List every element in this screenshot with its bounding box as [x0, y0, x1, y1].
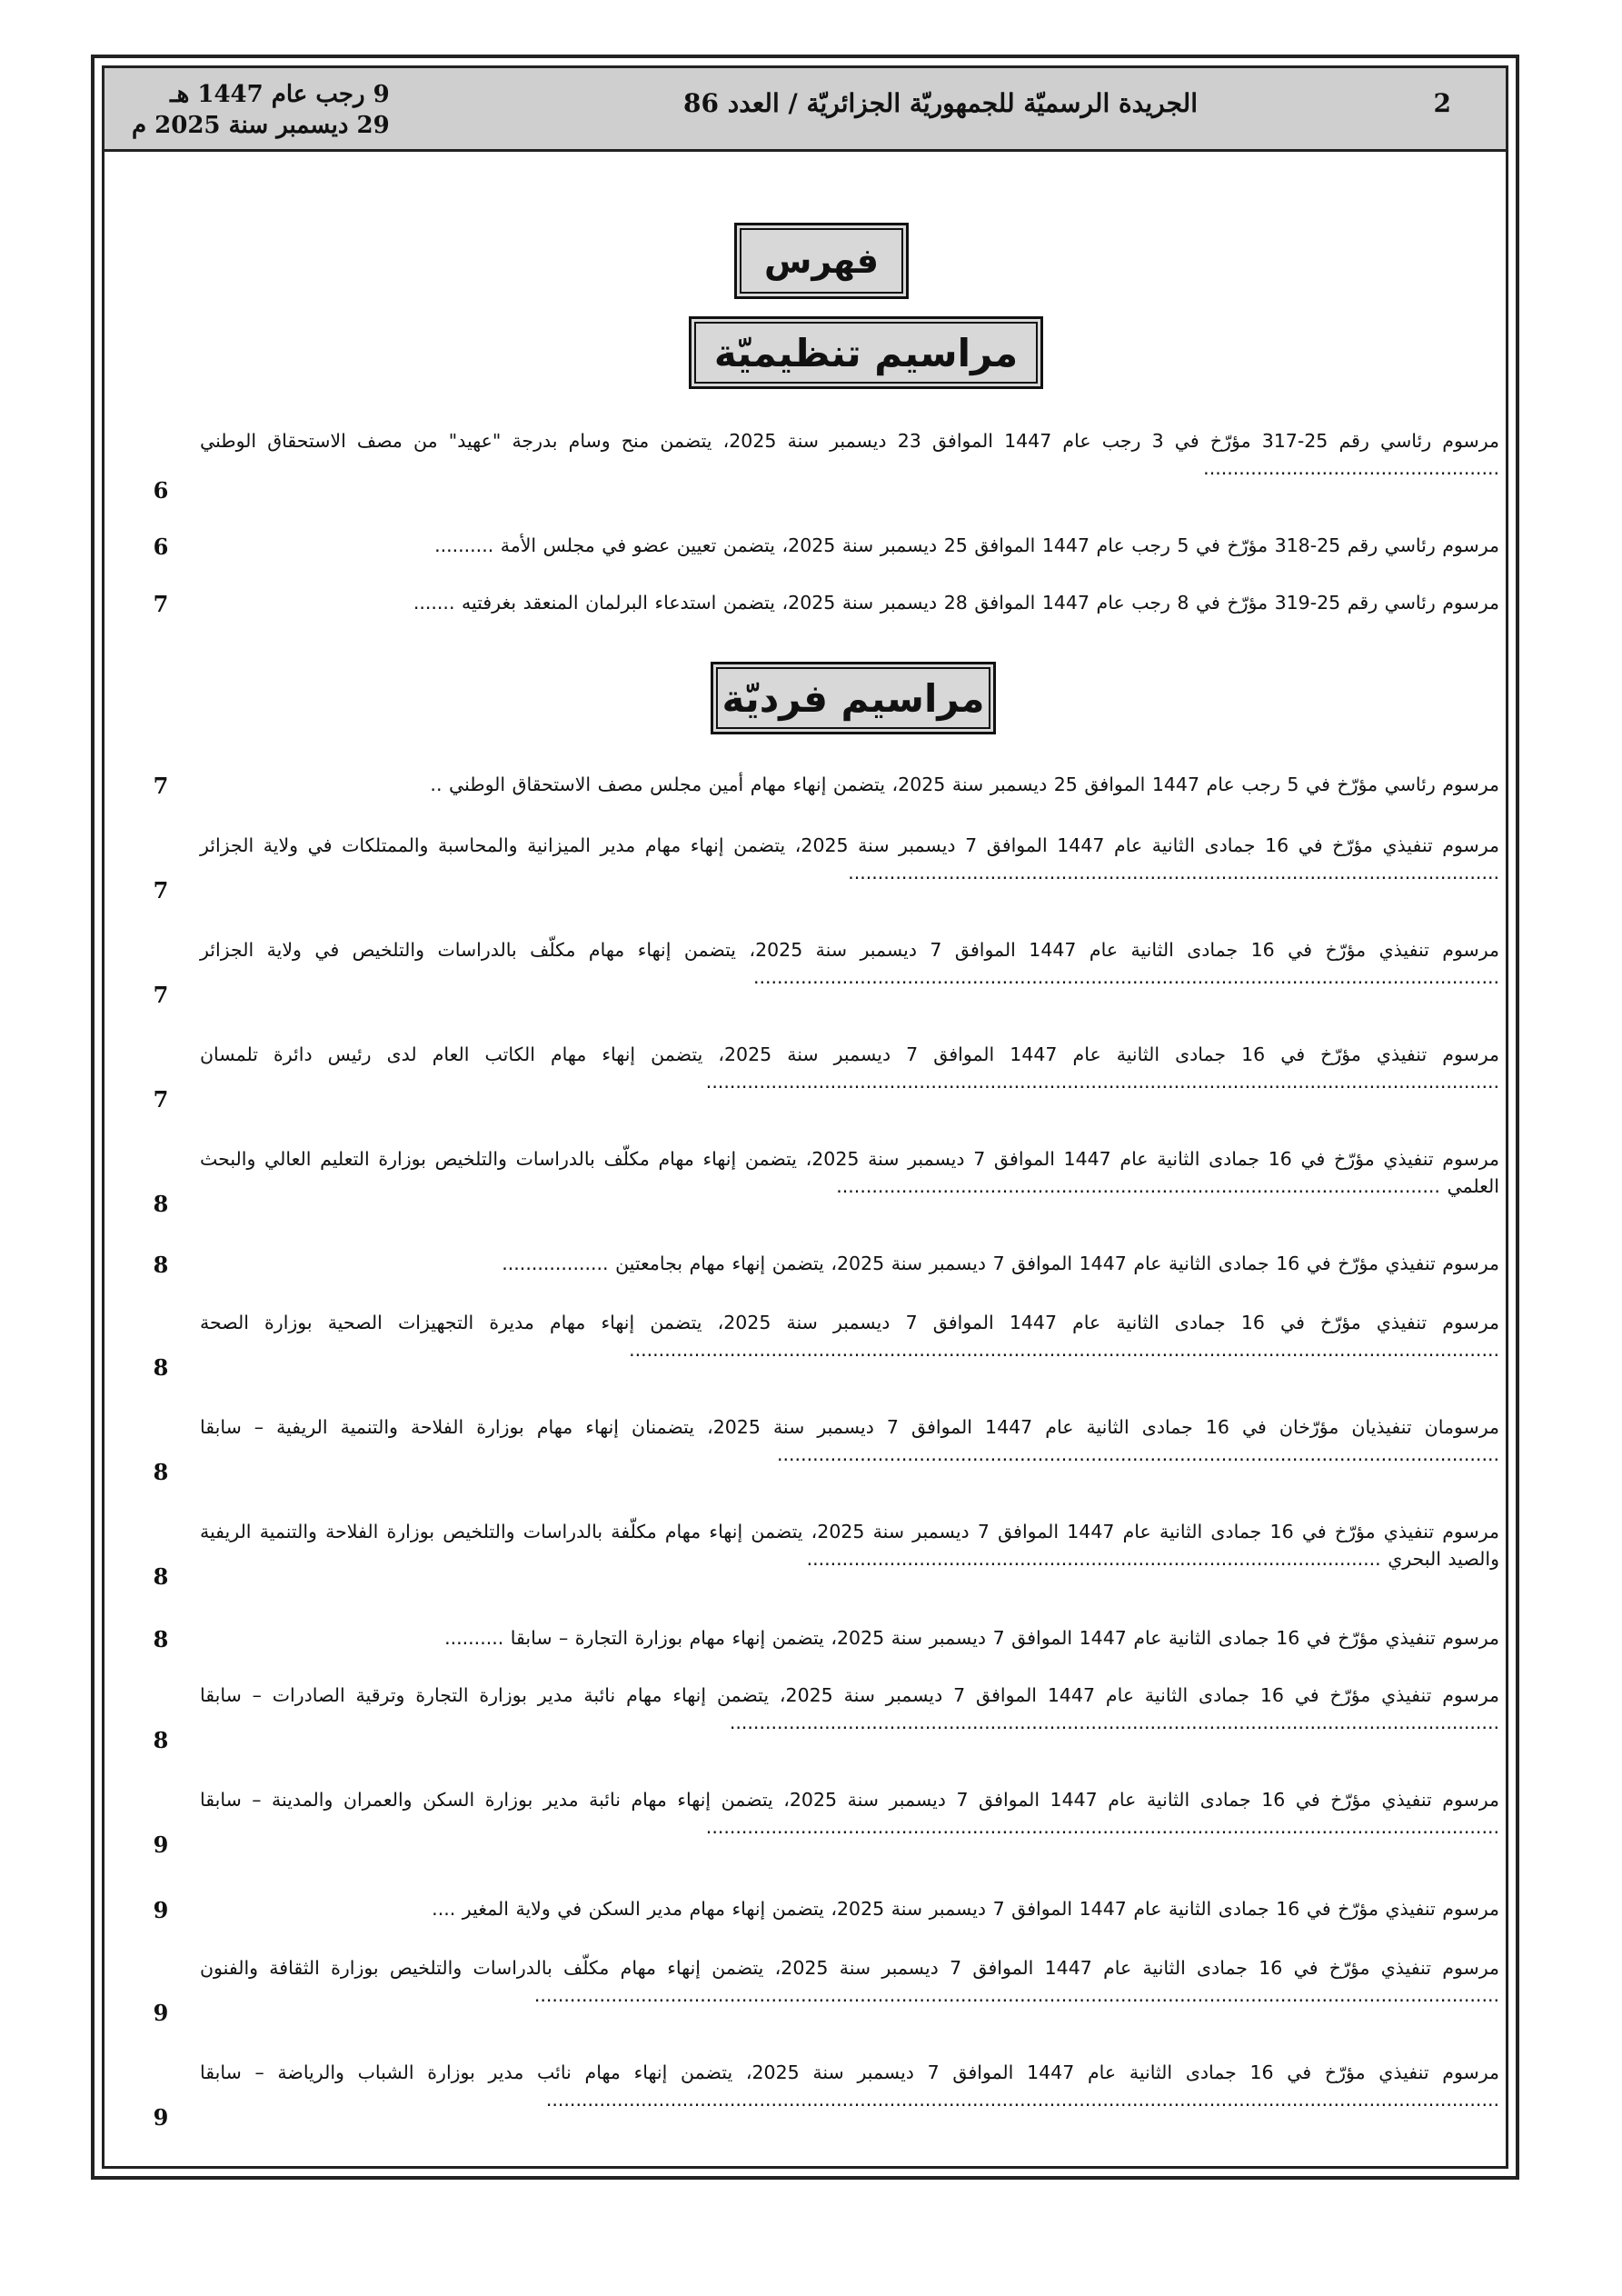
toc-entry[interactable] — [136, 936, 1499, 1009]
regulatory-decrees-title-box — [689, 316, 1043, 389]
toc-entry-page: 7 — [153, 773, 169, 799]
toc-entry[interactable] — [136, 532, 1499, 568]
toc-entry[interactable] — [136, 832, 1499, 904]
toc-entry-text: مرسوم تنفيذي مؤرّخ في 16 جمادى الثانية عام 1447 الموافق 7 ديسمبر سنة 2025، يتضمن إنهاء مهام مديرة التجهيزات الصحية بوزارة الصحة ................................................................................................................................................... — [200, 1312, 1500, 1361]
toc-entry-page: 7 — [153, 591, 169, 617]
toc-entry[interactable] — [136, 1518, 1499, 1591]
toc-entry-page: 8 — [153, 1354, 169, 1381]
header-gregorian-date: 29 ديسمبر سنة 2025 م — [132, 112, 390, 139]
header-page-number: 2 — [1433, 88, 1451, 118]
toc-entry[interactable] — [136, 1413, 1499, 1486]
toc-entry-text: مرسوم رئاسي رقم 25-318 مؤرّخ في 5 رجب عام 1447 الموافق 25 ديسمبر سنة 2025، يتضمن تعيين عضو في مجلس الأمة .......... — [434, 534, 1499, 556]
toc-entry-page: 8 — [153, 1626, 169, 1652]
toc-entry-text: مرسوم تنفيذي مؤرّخ في 16 جمادى الثانية عام 1447 الموافق 7 ديسمبر سنة 2025، يتضمن إنهاء مهام مدير الميزانية والمحاسبة والممتلكات في ولاية الجزائر .............................................................................................................. — [200, 834, 1500, 883]
toc-entry[interactable] — [136, 1041, 1499, 1113]
individual-decrees-title-box — [711, 662, 996, 734]
individual-decrees-title: مراسيم فرديّة — [721, 675, 985, 721]
toc-entry-text: مرسوم تنفيذي مؤرّخ في 16 جمادى الثانية عام 1447 الموافق 7 ديسمبر سنة 2025، يتضمن إنهاء مهام مكلّفة بالدراسات والتلخيص بوزارة الفلاحة والتنمية الريفية والصيد البحري ................................................................................................. — [200, 1521, 1499, 1570]
toc-entry[interactable] — [136, 1145, 1499, 1218]
toc-entry[interactable] — [136, 1786, 1499, 1859]
toc-entry-text: مرسوم رئاسي رقم 25-317 مؤرّخ في 3 رجب عام 1447 الموافق 23 ديسمبر سنة 2025، يتضمن منح وسام بدرجة "عهيد" من مصف الاستحقاق الوطني .................................................. — [200, 430, 1500, 479]
toc-entry-page: 7 — [153, 877, 169, 903]
toc-entry[interactable] — [136, 1250, 1499, 1286]
toc-entry-text: مرسوم تنفيذي مؤرّخ في 16 جمادى الثانية عام 1447 الموافق 7 ديسمبر سنة 2025، يتضمن إنهاء مهام الكاتب العام لدى رئيس دائرة تلمسان ...................................................................................................................................... — [200, 1043, 1499, 1093]
toc-entry-text: مرسوم تنفيذي مؤرّخ في 16 جمادى الثانية عام 1447 الموافق 7 ديسمبر سنة 2025، يتضمن إنهاء مهام نائبة مدير بوزارة التجارة وترقية الصادرات – سابقا .................................................................................................................................. — [200, 1684, 1499, 1733]
toc-entry-page: 8 — [153, 1191, 169, 1217]
header-title: الجريدة الرسميّة للجمهوريّة الجزائريّة / العدد 86 — [683, 88, 1198, 118]
toc-entry-page: 9 — [153, 1832, 169, 1858]
index-title: فهرس — [763, 241, 880, 281]
toc-entry-text: مرسوم رئاسي مؤرّخ في 5 رجب عام 1447 الموافق 25 ديسمبر سنة 2025، يتضمن إنهاء مهام أمين مجلس مصف الاستحقاق الوطني .. — [430, 774, 1499, 795]
toc-entry-text: مرسوم تنفيذي مؤرّخ في 16 جمادى الثانية عام 1447 الموافق 7 ديسمبر سنة 2025، يتضمن إنهاء مهام مكلّف بالدراسات والتلخيص بوزارة الثقافة والفنون ................................................................................................................................................................... — [200, 1957, 1499, 2006]
toc-entry-page: 8 — [153, 1727, 169, 1753]
toc-entry-text: مرسوم تنفيذي مؤرّخ في 16 جمادى الثانية عام 1447 الموافق 7 ديسمبر سنة 2025، يتضمن إنهاء مهام بوزارة التجارة – سابقا .......... — [444, 1627, 1499, 1649]
toc-entry-page: 8 — [153, 1563, 169, 1590]
toc-entry[interactable] — [136, 1624, 1499, 1661]
toc-entry-page: 9 — [153, 1897, 169, 1923]
toc-entry-text: مرسوم تنفيذي مؤرّخ في 16 جمادى الثانية عام 1447 الموافق 7 ديسمبر سنة 2025، يتضمن إنهاء مهام بجامعتين .................. — [502, 1253, 1499, 1274]
toc-entry-page: 7 — [153, 1086, 169, 1113]
toc-entry[interactable] — [136, 771, 1499, 807]
toc-entry[interactable] — [136, 1682, 1499, 1754]
toc-entry[interactable] — [136, 2059, 1499, 2131]
toc-entry-text: مرسوم رئاسي رقم 25-319 مؤرّخ في 8 رجب عام 1447 الموافق 28 ديسمبر سنة 2025، يتضمن استدعاء البرلمان المنعقد بغرفتيه ....... — [413, 592, 1499, 614]
toc-entry-page: 6 — [153, 534, 169, 560]
toc-entry[interactable] — [136, 1954, 1499, 2027]
toc-entry[interactable] — [136, 1895, 1499, 1932]
header-hijri-date: 9 رجب عام 1447 هـ — [169, 81, 390, 108]
toc-entry-text: مرسوم تنفيذي مؤرّخ في 16 جمادى الثانية عام 1447 الموافق 7 ديسمبر سنة 2025، يتضمن إنهاء مهام نائبة مدير بوزارة السكن والعمران والمدينة – سابقا ...................................................................................................................................... — [200, 1789, 1499, 1838]
toc-entry-page: 6 — [153, 477, 169, 504]
toc-entry-text: مرسوم تنفيذي مؤرّخ في 16 جمادى الثانية عام 1447 الموافق 7 ديسمبر سنة 2025، يتضمن إنهاء مهام نائب مدير بوزارة الشباب والرياضة – سابقا ................................................................................................................................................................. — [200, 2061, 1500, 2111]
toc-entry-text: مرسوم تنفيذي مؤرّخ في 16 جمادى الثانية عام 1447 الموافق 7 ديسمبر سنة 2025، يتضمن إنهاء مهام مدير السكن في ولاية المغير .... — [432, 1898, 1499, 1920]
page-header — [104, 68, 1506, 152]
header-date — [132, 79, 390, 141]
toc-entry[interactable] — [136, 1309, 1499, 1382]
toc-entry-page: 8 — [153, 1252, 169, 1278]
toc-entry-page: 7 — [153, 982, 169, 1008]
toc-entry-page: 9 — [153, 2000, 169, 2026]
index-title-box — [734, 223, 909, 299]
regulatory-decrees-title: مراسيم تنظيميّة — [713, 330, 1019, 375]
toc-entry[interactable] — [136, 589, 1499, 625]
toc-entry-text: مرسوم تنفيذي مؤرّخ في 16 جمادى الثانية عام 1447 الموافق 7 ديسمبر سنة 2025، يتضمن إنهاء مهام مكلّف بالدراسات والتلخيص في ولاية الجزائر .............................................................................................................................. — [200, 939, 1500, 988]
toc-entry-text: مرسومان تنفيذيان مؤرّخان في 16 جمادى الثانية عام 1447 الموافق 7 ديسمبر سنة 2025، يتضمنان إنهاء مهام بوزارة الفلاحة والتنمية الريفية – سابقا .......................................................................................................................... — [200, 1416, 1500, 1465]
toc-entry-page: 8 — [153, 1459, 169, 1485]
toc-entry-text: مرسوم تنفيذي مؤرّخ في 16 جمادى الثانية عام 1447 الموافق 7 ديسمبر سنة 2025، يتضمن إنهاء مهام مكلّف بالدراسات والتلخيص بوزارة التعليم العالي والبحث العلمي ...................................................................................................... — [200, 1148, 1499, 1197]
toc-entry[interactable] — [136, 427, 1499, 509]
toc-entry-page: 9 — [153, 2104, 169, 2131]
